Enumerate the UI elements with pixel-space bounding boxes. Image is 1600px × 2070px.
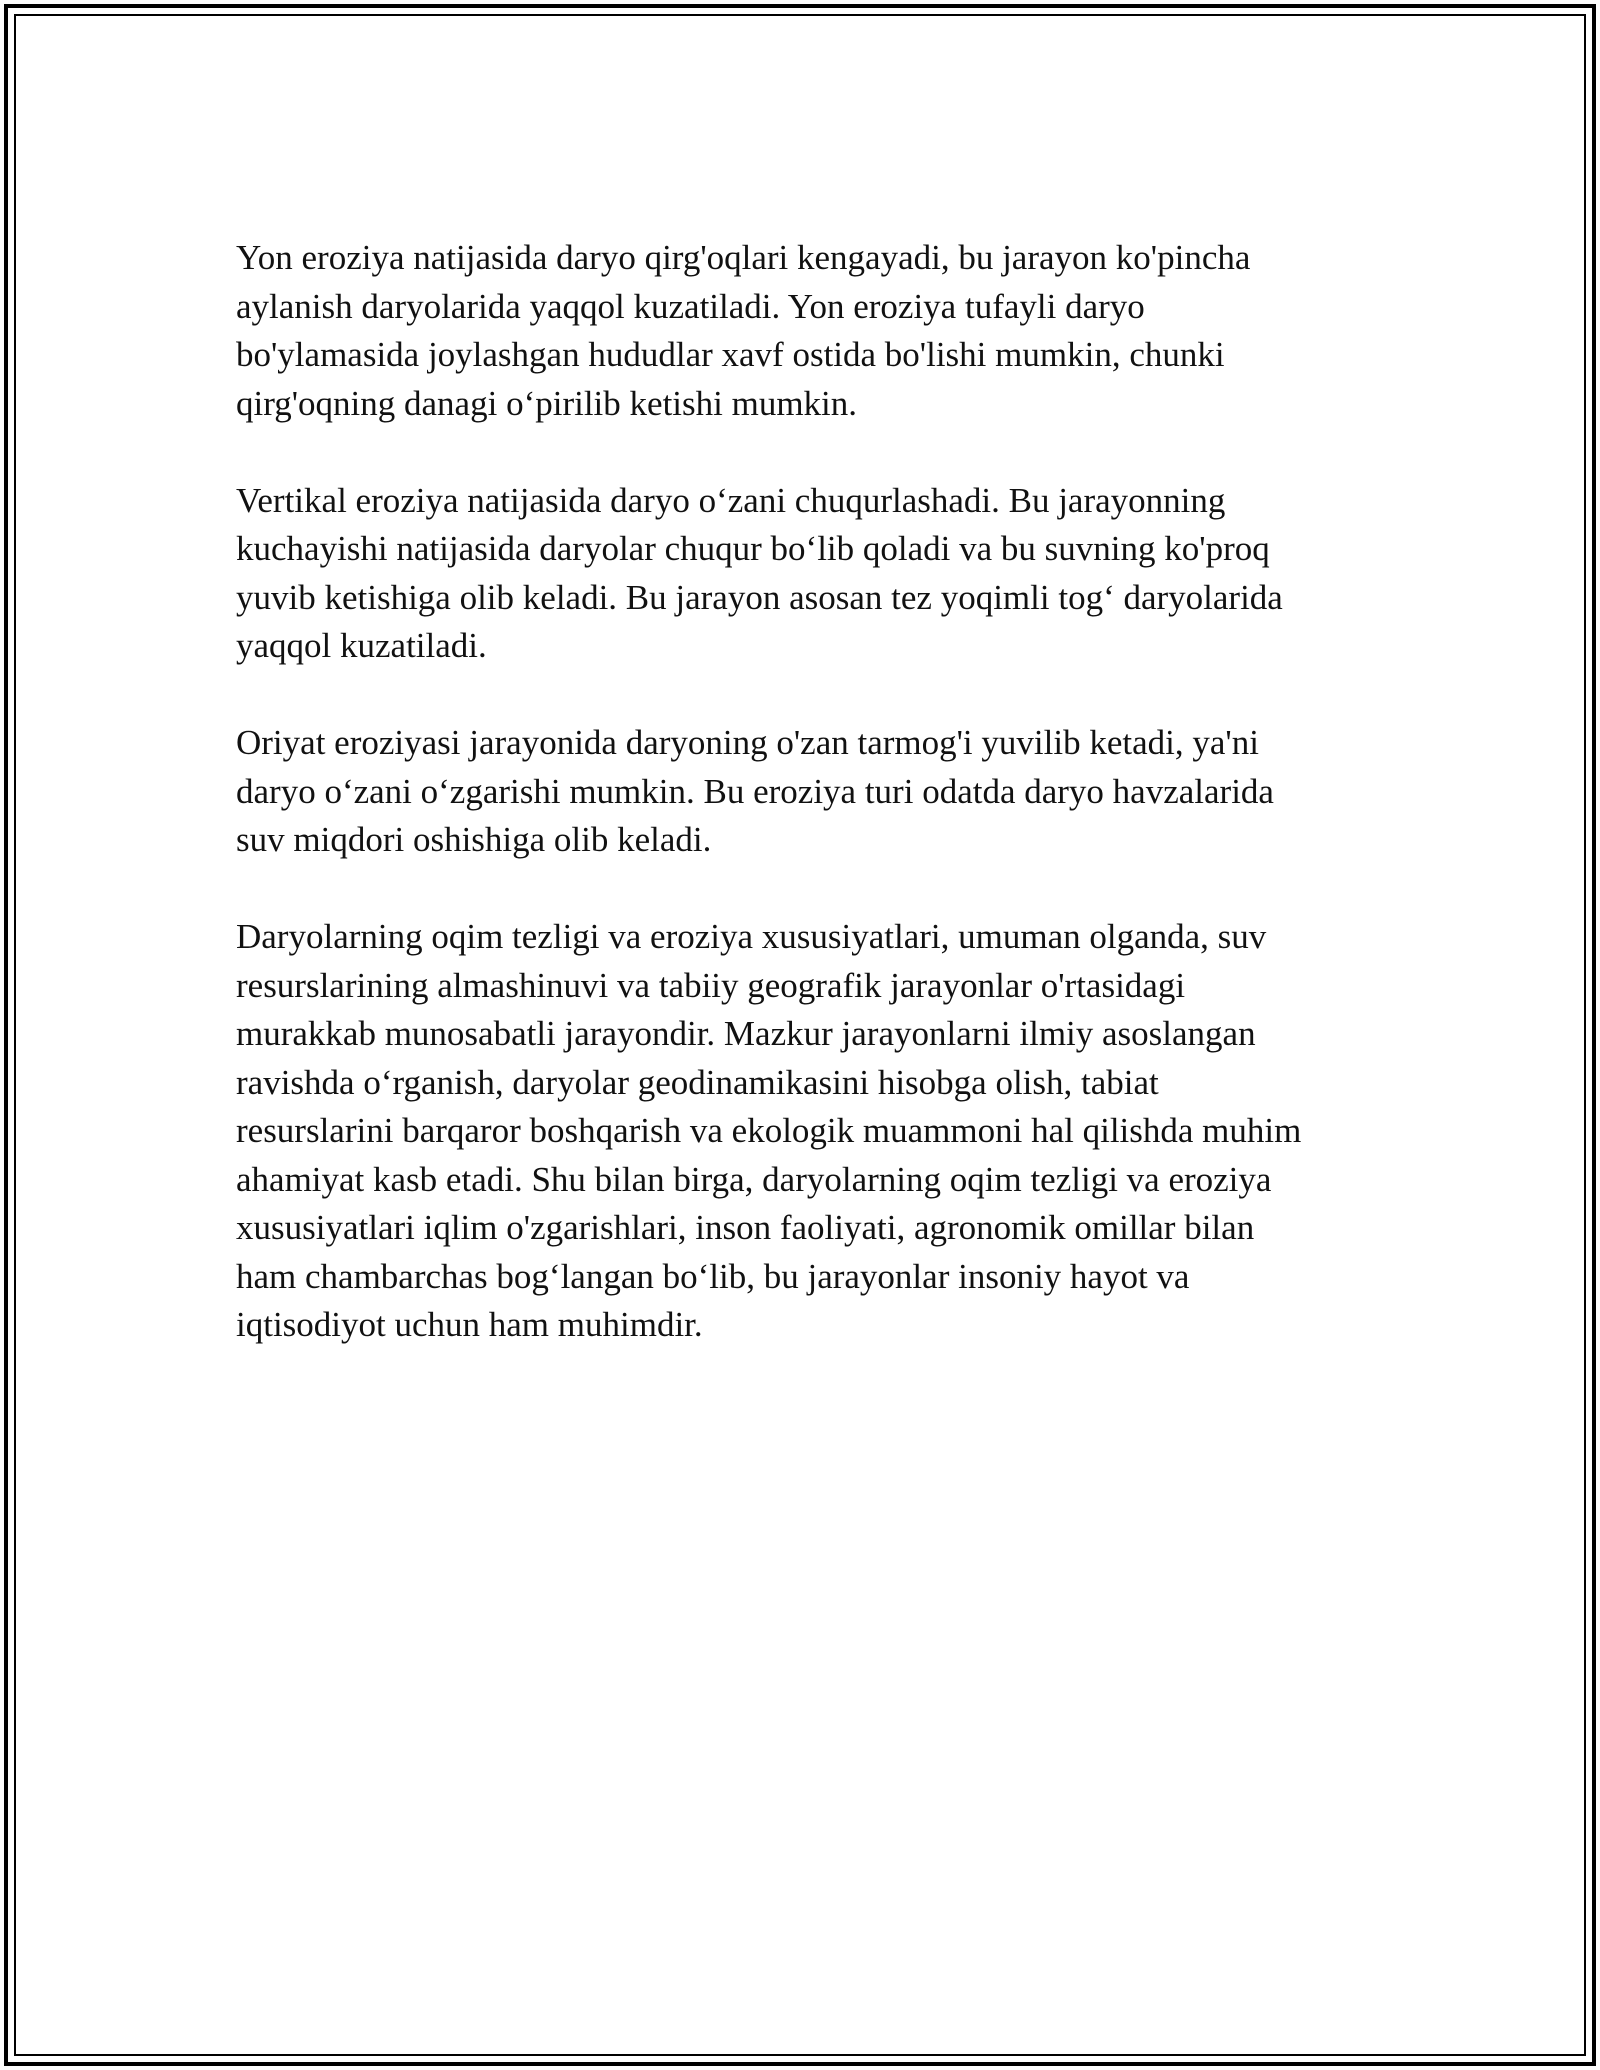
- text-line: yaqqol kuzatiladi.: [236, 626, 487, 665]
- text-line: bo'ylamasida joylashgan hududlar xavf ostida bo'lishi mumkin, chunki: [236, 335, 1225, 374]
- text-line: Daryolarning oqim tezligi va eroziya xususiyatlari, umuman olganda, suv: [236, 917, 1267, 956]
- text-line: ahamiyat kasb etadi. Shu bilan birga, daryolarning oqim tezligi va eroziya: [236, 1159, 1272, 1199]
- text-line: yuvib ketishiga olib keladi. Bu jarayon asosan tez yoqimli tog‘ daryolarida: [236, 577, 1283, 617]
- text-line: kuchayishi natijasida daryolar chuqur bo‘lib qoladi va bu suvning ko'proq: [236, 529, 1270, 568]
- text-line: ravishda o‘rganish, daryolar geodinamikasini hisobga olish, tabiat: [236, 1062, 1159, 1102]
- paragraph-vertical-erosion: [236, 477, 1366, 671]
- text-line: ham chambarchas bog‘langan bo‘lib, bu jarayonlar insoniy hayot va: [236, 1256, 1190, 1296]
- text-line: Oriyat eroziyasi jarayonida daryoning o'zan tarmog'i yuvilib ketadi, ya'ni: [236, 723, 1259, 762]
- paragraph-channel-erosion: [236, 719, 1366, 865]
- text-line: qirg'oqning danagi o‘pirilib ketishi mumkin.: [236, 383, 858, 423]
- text-line: daryo o‘zani o‘zgarishi mumkin. Bu eroziya turi odatda daryo havzalarida: [236, 771, 1274, 811]
- text-line: iqtisodiyot uchun ham muhimdir.: [236, 1305, 703, 1344]
- text-line: Yon eroziya natijasida daryo qirg'oqlari kengayadi, bu jarayon ko'pincha: [236, 238, 1251, 277]
- paragraph-conclusion: [236, 913, 1366, 1350]
- text-line: Vertikal eroziya natijasida daryo o‘zani chuqurlashadi. Bu jarayonning: [236, 480, 1226, 520]
- text-line: xususiyatlari iqlim o'zgarishlari, inson faoliyati, agronomik omillar bilan: [236, 1208, 1255, 1247]
- text-line: murakkab munosabatli jarayondir. Mazkur jarayonlarni ilmiy asoslangan: [236, 1014, 1256, 1053]
- paragraph-lateral-erosion: [236, 234, 1366, 428]
- text-line: aylanish daryolarida yaqqol kuzatiladi. Yon eroziya tufayli daryo: [236, 286, 1145, 326]
- text-line: suv miqdori oshishiga olib keladi.: [236, 820, 712, 859]
- text-line: resurslarining almashinuvi va tabiiy geografik jarayonlar o'rtasidagi: [236, 965, 1186, 1005]
- document-body: [236, 234, 1366, 1398]
- text-line: resurslarini barqaror boshqarish va ekologik muammoni hal qilishda muhim: [236, 1111, 1302, 1150]
